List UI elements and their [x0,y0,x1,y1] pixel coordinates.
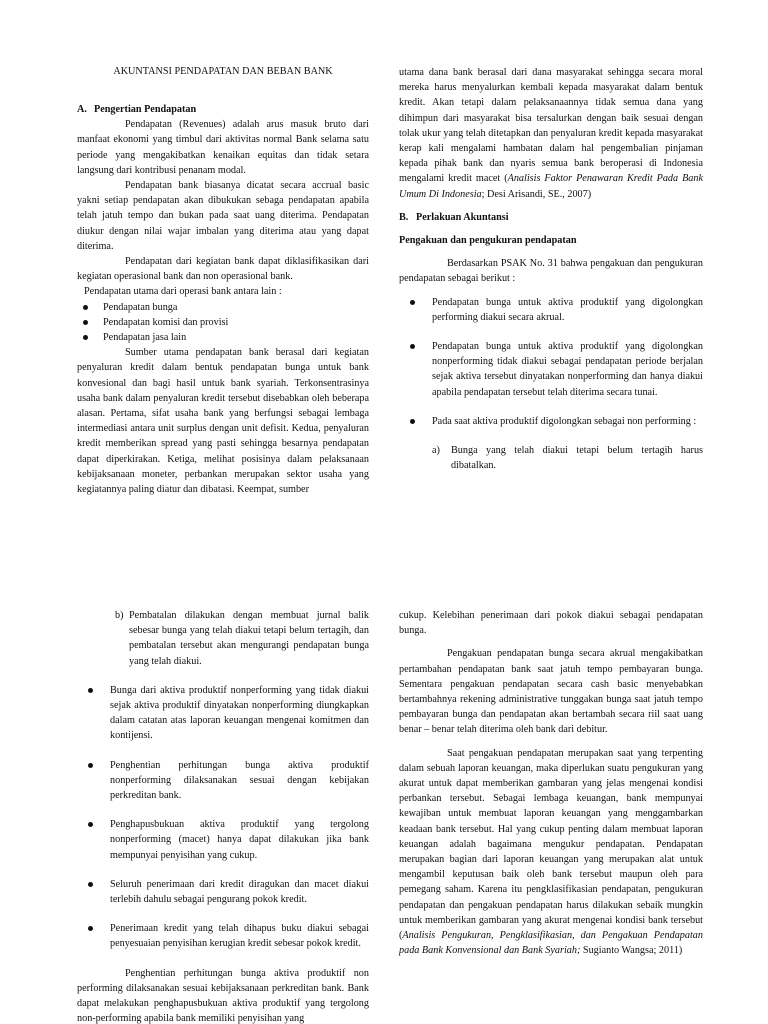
list-item: Seluruh penerimaan dari kredit diragukan dan macet diakui terlebih dahulu sebagai pengurang pokok kredit. [77,877,369,907]
list-item: Pendapatan jasa lain [77,330,369,345]
sub-item-marker: a) [432,445,440,457]
paragraph-accrual-basis: Pendapatan bank biasanya dicatat secara accrual basic yakni setiap pendapatan akan dibukukan sebaga pendapatan apabila telah jatuh tempo dan bukan pada saat uang diterima. Pendapatan diukur dengan nilai wajar imbalan yang diterima atau yang dapat diterima. [77,180,369,252]
paragraph-revenue-definition: Pendapatan (Revenues) adalah arus masuk bruto dari manfaat ekonomi yang timbul dari aktivitas normal Bank selama satu periode yang mengakibatkan kenaikan equitas dan tidak setara langsung dari kontribusi penanam modal. [77,119,369,176]
list-item: Pendapatan bunga [77,300,369,315]
section-b-subheading: Pengakuan dan pengukuran pendapatan [399,235,577,247]
sub-item-marker: b) [115,610,124,621]
list-item: Bunga dari aktiva produktif nonperforming yang tidak diakui sejak aktiva produktif dinyatakan nonperforming diungkapkan dalam catatan atas laporan keuangan mengenai komitmen dan kontijensi. [77,683,369,744]
list-item: Pada saat aktiva produktif digolongkan sebagai non performing : [399,414,703,429]
bullet-icon [88,882,93,887]
page-2-left-column [77,512,369,1024]
bullet-icon [88,926,93,931]
list-item: Pendapatan komisi dan provisi [77,315,369,330]
paragraph-main-source: Sumber utama pendapatan bank berasal dari kegiatan penyaluran kredit dalam bentuk pendapatan bunga untuk bank konvesional dan bagi hasil untuk bank syariah. Terkonsentrasinya usaha bank dalam penyaluran kredit tersebut disebabkan oleh beberapa alasan. Pertama, sifat usaha bank yang berfungsi sebagai lembaga intermediasi antara unit surplus dengan unit defisit. Kedua, penyaluran kredit memberikan spread yang pasti sehingga besarnya pendapatan dapat diperkirakan. Ketiga, melihat posisinya dalam pelaksanaan kebijaksanaan moneter, perbankan merupakan sektor usaha yang kegiatannya paling diatur dan dibatasi. Keempat, sumber [77,347,369,496]
bullet-icon [83,320,88,325]
paragraph-continued: utama dana bank berasal dari dana masyarakat sehingga secara moral mereka harus menyalurkan kembali kepada masyarakat dalam bentuk kredit. Akan tetapi dalam pelaksanaannya tidak semua dana yang dihimpun dari masyarakat bisa tersalurkan dengan baik sesuai dengan tolak ukur yang telah ditetapkan dan penyaluran kredit kepada masyarakat kerap kali mengalami hambatan dalam hal pengembalian pinjaman kepada pihak bank dan nyaris semua bank beroperasi di Indonesia mengalami kredit macet (Analisis Faktor Penawaran Kredit Pada Bank Umum Di Indonesia; Desi Arisandi, SE., 2007) [399,67,703,200]
section-a-number: A. [77,104,87,115]
bullet-icon [88,763,93,768]
section-b-title: Perlakuan Akuntansi [416,211,509,223]
sub-item-b: b) Pembatalan dilakukan dengan membuat jurnal balik sebesar bunga yang telah diakui tetapi belum tertagih, dan pembatalan tersebut akan mengurangi pendapatan bunga yang telah diakui. [115,610,369,667]
page-1-right-column [399,0,703,512]
list-item: Penghentian perhitungan bunga aktiva produktif nonperforming dilaksanakan sesuai dengan kebijakan perkreditan bank. [77,758,369,804]
section-a-heading [77,102,369,117]
page-1-left-column [77,0,369,512]
bullet-icon [410,344,415,349]
bullet-icon [83,305,88,310]
bullet-icon [83,335,88,340]
paragraph-classification: Pendapatan dari kegiatan bank dapat diklasifikasikan dari kegiatan operasional bank dan non operasional bank. [77,256,369,283]
section-b-heading [399,210,703,225]
bullet-icon [410,419,415,424]
page-2-right-column [399,512,703,1024]
section-a-title: Pengertian Pendapatan [94,104,197,115]
list-item: Penghapusbukuan aktiva produktif yang tergolong nonperforming (macet) hanya dapat dilakukan jika bank mempunyai penyisihan yang cukup. [77,817,369,863]
list-intro: Pendapatan utama dari operasi bank antara lain : [84,286,282,298]
paragraph-write-off: Penghentian perhitungan bunga aktiva produktif non performing dilaksanakan sesuai kebijaksanaan perkreditan bank. Bank dapat melakukan penghapusbukuan aktiva produktif yang tergolong non-performing apabila bank memiliki penyisihan yang [77,967,369,1024]
page-2 [0,512,768,1024]
bullet-icon [88,822,93,827]
section-b-number: B. [399,211,409,223]
paragraph-continued: cukup. Kelebihan penerimaan dari pokok diakui sebagai pendapatan bunga. [399,610,703,637]
citation-title: Analisis Faktor Penawaran Kredit Pada Bank Umum Di Indonesia [399,173,703,200]
paragraph-accrual-recognition: Pengakuan pendapatan bunga secara akrual mengakibatkan pertambahan pendapatan bank saat jatuh tempo pembayaran bunga. Sementara pengakuan pendapatan secara cash basic menyebabkan bertambahnya rekening administrative tunggakan bunga saat jatuh tempo pembayaran bunga dan pendapatan akan bertambah secara riil saat uang benar – benar telah diterima oleh bank dari debitur. [399,648,703,736]
page-2-bullet-list [77,683,369,952]
list-item: Penerimaan kredit yang telah dihapus buku diakui sebagai penyesuaian penyisihan kerugian kredit sebesar pokok kredit. [77,921,369,951]
paragraph-psak-intro: Berdasarkan PSAK No. 31 bahwa pengakuan dan pengukuran pendapatan sebagai berikut : [399,258,703,285]
citation-title: Analisis Pengukuran, Pengklasifikasian, dan Pengakuan Pendapatan pada Bank Konvensional dan Bank Syariah; [399,930,703,957]
bullet-icon [88,688,93,693]
list-item: Pendapatan bunga untuk aktiva produktif yang digolongkan performing diakui secara akrual. [399,295,703,325]
list-item: Pendapatan bunga untuk aktiva produktif yang digolongkan nonperforming tidak diakui sebagai pendapatan periode berjalan sejak aktiva tersebut dinyatakan nonperforming dan hanya diakui apabila pendapatan tersebut telah diterima secara tunai. [399,339,703,400]
psak-bullet-list [399,295,703,429]
bullet-icon [410,300,415,305]
paragraph-recognition-importance: Saat pengakuan pendapatan merupakan saat yang terpenting dalam sebuah laporan keuangan, maka diperlukan suatu pengukuran yang akurat untuk dapat memberikan gambaran yang jelas mengenai kondisi perbankan tersebut. Sebagai lembaga keuangan, bank mempunyai kewajiban untuk membuat laporan keuangan yang menggambarkan keadaan bank tersebut. Hal yang cukup penting dalam membuat laporan keuangan adalah bagaimana mengukur pendapatan. Pendapatan merupakan bagian dari laporan keuangan yang merupakan alat untuk mengambil keputusan baik oleh bank tersebut maupun oleh para pemegang saham. Karena itu pengklasifikasian pendapatan, pengukuran pendapatan dan pengakuan pendapatan harus dilakukan sebaik mungkin untuk memberikan gambaran yang akurat mengenai kondisi bank tersebut (Analisis Pengukuran, Pengklasifikasian, dan Pengakuan Pendapatan pada Bank Konvensional dan Bank Syariah; Sugianto Wangsa; 2011) [399,747,703,957]
document-title: AKUNTANSI PENDAPATAN DAN BEBAN BANK [113,66,333,77]
sub-item-a: a) Bunga yang telah diakui tetapi belum tertagih harus dibatalkan. [432,445,703,472]
revenue-types-list [77,300,369,346]
